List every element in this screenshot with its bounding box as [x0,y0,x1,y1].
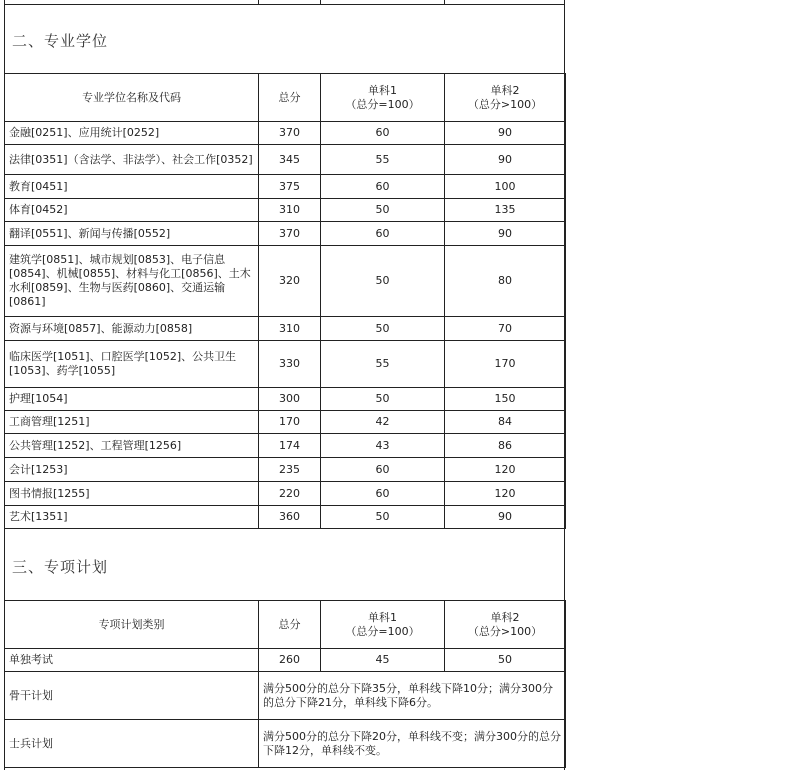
col-header-single1: 单科1 （总分=100） [321,74,445,122]
section-title-special-plan: 三、专项计划 [12,558,109,576]
single2-score: 170 [445,341,566,388]
col-header-total: 总分 [259,74,321,122]
table-row [5,341,566,388]
total-score: 170 [259,411,321,434]
total-score: 360 [259,506,321,529]
single1-score: 60 [321,482,445,506]
special-plan-table [4,600,566,768]
total-score: 310 [259,199,321,222]
table-header-row [5,601,566,649]
degree-name: 图书情报[1255] [5,482,259,506]
section-title-professional-degree: 二、专业学位 [12,32,109,50]
table-row [5,122,566,145]
degree-name: 资源与环境[0857]、能源动力[0858] [5,317,259,341]
table-row [5,145,566,175]
total-score: 174 [259,434,321,458]
col-header-single2: 单科2 （总分>100） [445,74,566,122]
table-row [5,506,566,529]
table-row [5,720,566,768]
single1-score: 55 [321,145,445,175]
single1-score: 42 [321,411,445,434]
plan-rule: 满分500分的总分下降35分，单科线下降10分；满分300分的总分下降21分，单科线下降6分。 [259,672,566,720]
single1-score: 55 [321,341,445,388]
single1-score: 60 [321,222,445,246]
table-row [5,411,566,434]
single2-score: 80 [445,246,566,317]
single2-score: 150 [445,388,566,411]
total-score: 330 [259,341,321,388]
col-header-single2: 单科2 （总分>100） [445,601,566,649]
degree-name: 建筑学[0851]、城市规划[0853]、电子信息[0854]、机械[0855]、材料与化工[0856]、土木水利[0859]、生物与医药[0860]、交通运输[0861] [5,246,259,317]
degree-name: 护理[1054] [5,388,259,411]
single1-score: 43 [321,434,445,458]
total-score: 260 [259,649,321,672]
single2-score: 90 [445,122,566,145]
single2-score: 70 [445,317,566,341]
table-row [5,434,566,458]
table-row [5,649,566,672]
degree-name: 教育[0451] [5,175,259,199]
single2-score: 86 [445,434,566,458]
total-score: 235 [259,458,321,482]
plan-name: 单独考试 [5,649,259,672]
single2-score: 90 [445,145,566,175]
total-score: 345 [259,145,321,175]
single1-score: 50 [321,317,445,341]
degree-name: 艺术[1351] [5,506,259,529]
table-row [5,482,566,506]
table-row [5,175,566,199]
table-row [5,246,566,317]
single2-score: 135 [445,199,566,222]
col-header-degree: 专业学位名称及代码 [5,74,259,122]
single2-score: 120 [445,458,566,482]
total-score: 375 [259,175,321,199]
col-header-single1: 单科1 （总分=100） [321,601,445,649]
degree-name: 公共管理[1252]、工程管理[1256] [5,434,259,458]
professional-degree-table [4,73,566,529]
degree-name: 体育[0452] [5,199,259,222]
single1-score: 50 [321,199,445,222]
single2-score: 90 [445,222,566,246]
table-row [5,672,566,720]
degree-name: 金融[0251]、应用统计[0252] [5,122,259,145]
single2-score: 100 [445,175,566,199]
single2-score: 84 [445,411,566,434]
single1-score: 50 [321,388,445,411]
total-score: 370 [259,222,321,246]
total-score: 320 [259,246,321,317]
total-score: 370 [259,122,321,145]
degree-name: 会计[1253] [5,458,259,482]
degree-name: 翻译[0551]、新闻与传播[0552] [5,222,259,246]
plan-rule: 满分500分的总分下降20分，单科线不变；满分300分的总分下降12分，单科线不变。 [259,720,566,768]
single1-score: 60 [321,458,445,482]
single1-score: 45 [321,649,445,672]
table-row [5,317,566,341]
total-score: 220 [259,482,321,506]
degree-name: 临床医学[1051]、口腔医学[1052]、公共卫生[1053]、药学[1055] [5,341,259,388]
degree-name: 工商管理[1251] [5,411,259,434]
table-row [5,199,566,222]
degree-name: 法律[0351]（含法学、非法学）、社会工作[0352] [5,145,259,175]
table-row [5,458,566,482]
plan-name: 士兵计划 [5,720,259,768]
col-header-category: 专项计划类别 [5,601,259,649]
plan-name: 骨干计划 [5,672,259,720]
single2-score: 90 [445,506,566,529]
table-row [5,388,566,411]
border-line [4,4,565,5]
single2-score: 50 [445,649,566,672]
table-row [5,222,566,246]
single2-score: 120 [445,482,566,506]
single1-score: 60 [321,175,445,199]
total-score: 310 [259,317,321,341]
total-score: 300 [259,388,321,411]
table-header-row [5,74,566,122]
single1-score: 50 [321,506,445,529]
single1-score: 60 [321,122,445,145]
single1-score: 50 [321,246,445,317]
col-header-total: 总分 [259,601,321,649]
